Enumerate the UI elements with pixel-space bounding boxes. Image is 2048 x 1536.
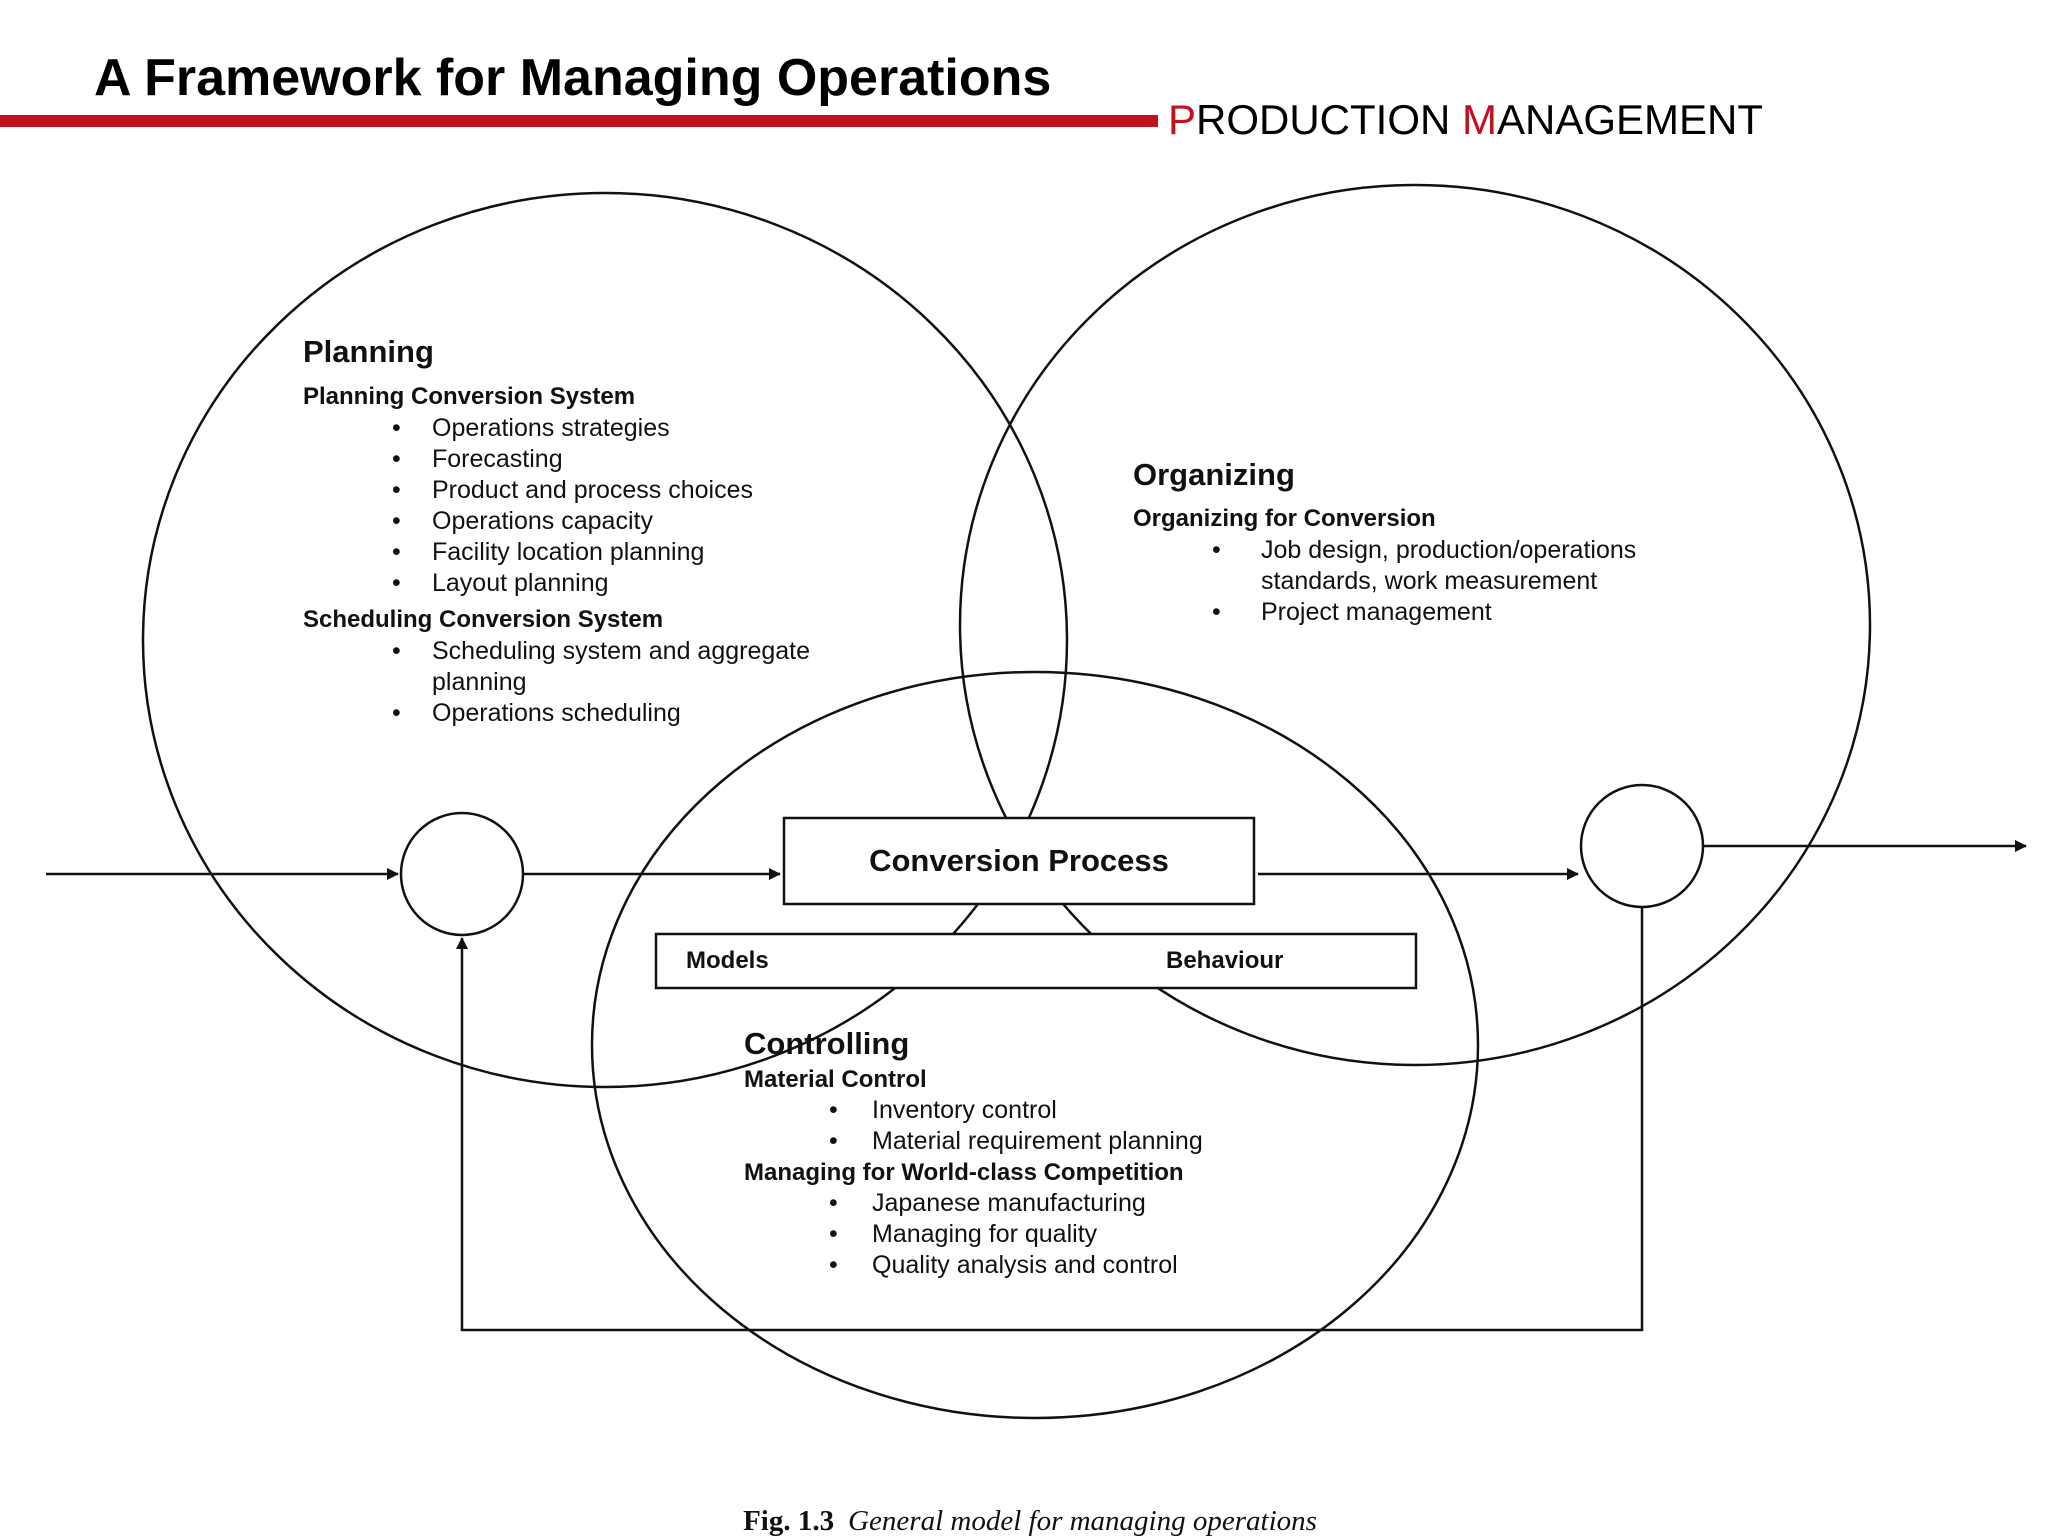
controlling-item: Inventory control	[872, 1096, 1057, 1124]
planning-item-continuation: planning	[432, 668, 527, 696]
planning-item: Operations strategies	[432, 414, 670, 442]
controlling-bullet: •	[829, 1189, 838, 1217]
planning-bullet: •	[392, 476, 401, 504]
conversion-process-label: Conversion Process	[869, 843, 1169, 878]
planning-subheading-2: Scheduling Conversion System	[303, 606, 664, 633]
brand-word2: ANAGEMENT	[1497, 96, 1764, 143]
planning-bullet: •	[392, 507, 401, 535]
controlling-item: Japanese manufacturing	[872, 1189, 1146, 1217]
organizing-item: Job design, production/operations	[1261, 536, 1637, 564]
controlling-circle	[592, 672, 1478, 1418]
organizing-heading: Organizing	[1133, 457, 1295, 492]
brand-initial-p: P	[1168, 96, 1197, 143]
controlling-bullet: •	[829, 1096, 838, 1124]
brand-word1: RODUCTION	[1196, 96, 1463, 143]
planning-bullet: •	[392, 445, 401, 473]
controlling-subheading-1: Material Control	[744, 1066, 927, 1093]
planning-item: Product and process choices	[432, 476, 754, 504]
planning-item: Operations capacity	[432, 507, 653, 535]
models-behaviour-box	[656, 934, 1416, 988]
planning-text-block	[303, 334, 810, 727]
organizing-subheading: Organizing for Conversion	[1133, 505, 1436, 532]
organizing-bullet: •	[1212, 598, 1221, 626]
behaviour-label: Behaviour	[1166, 947, 1284, 974]
figure-caption-text: General model for managing operations	[848, 1505, 1317, 1536]
controlling-heading: Controlling	[744, 1026, 910, 1061]
figure-caption	[743, 1505, 1317, 1536]
brand-initial-m: M	[1462, 96, 1498, 143]
planning-item: Facility location planning	[432, 538, 705, 566]
planning-item: Scheduling system and aggregate	[432, 637, 811, 665]
controlling-bullet: •	[829, 1220, 838, 1248]
controlling-item: Quality analysis and control	[872, 1251, 1178, 1279]
organizing-item: Project management	[1261, 598, 1492, 626]
planning-heading: Planning	[303, 334, 434, 369]
input-node-circle	[401, 813, 523, 935]
controlling-bullet: •	[829, 1127, 838, 1155]
page-title: A Framework for Managing Operations	[94, 49, 1052, 107]
organizing-item-continuation: standards, work measurement	[1261, 567, 1598, 595]
planning-bullet: •	[392, 637, 401, 665]
figure-number: Fig. 1.3	[743, 1505, 835, 1536]
planning-subheading-1: Planning Conversion System	[303, 383, 636, 410]
controlling-bullet: •	[829, 1251, 838, 1279]
controlling-subheading-2: Managing for World-class Competition	[744, 1159, 1184, 1186]
planning-item: Forecasting	[432, 445, 563, 473]
organizing-bullet: •	[1212, 536, 1221, 564]
output-node-circle	[1581, 785, 1703, 907]
organizing-text-block	[1133, 457, 1636, 626]
planning-bullet: •	[392, 414, 401, 442]
planning-bullet: •	[392, 538, 401, 566]
planning-item: Layout planning	[432, 569, 609, 597]
planning-bullet: •	[392, 699, 401, 727]
planning-bullet: •	[392, 569, 401, 597]
controlling-item: Material requirement planning	[872, 1127, 1203, 1155]
planning-item: Operations scheduling	[432, 699, 681, 727]
controlling-text-block	[744, 1026, 1203, 1279]
models-label: Models	[686, 947, 769, 974]
controlling-item: Managing for quality	[872, 1220, 1098, 1248]
